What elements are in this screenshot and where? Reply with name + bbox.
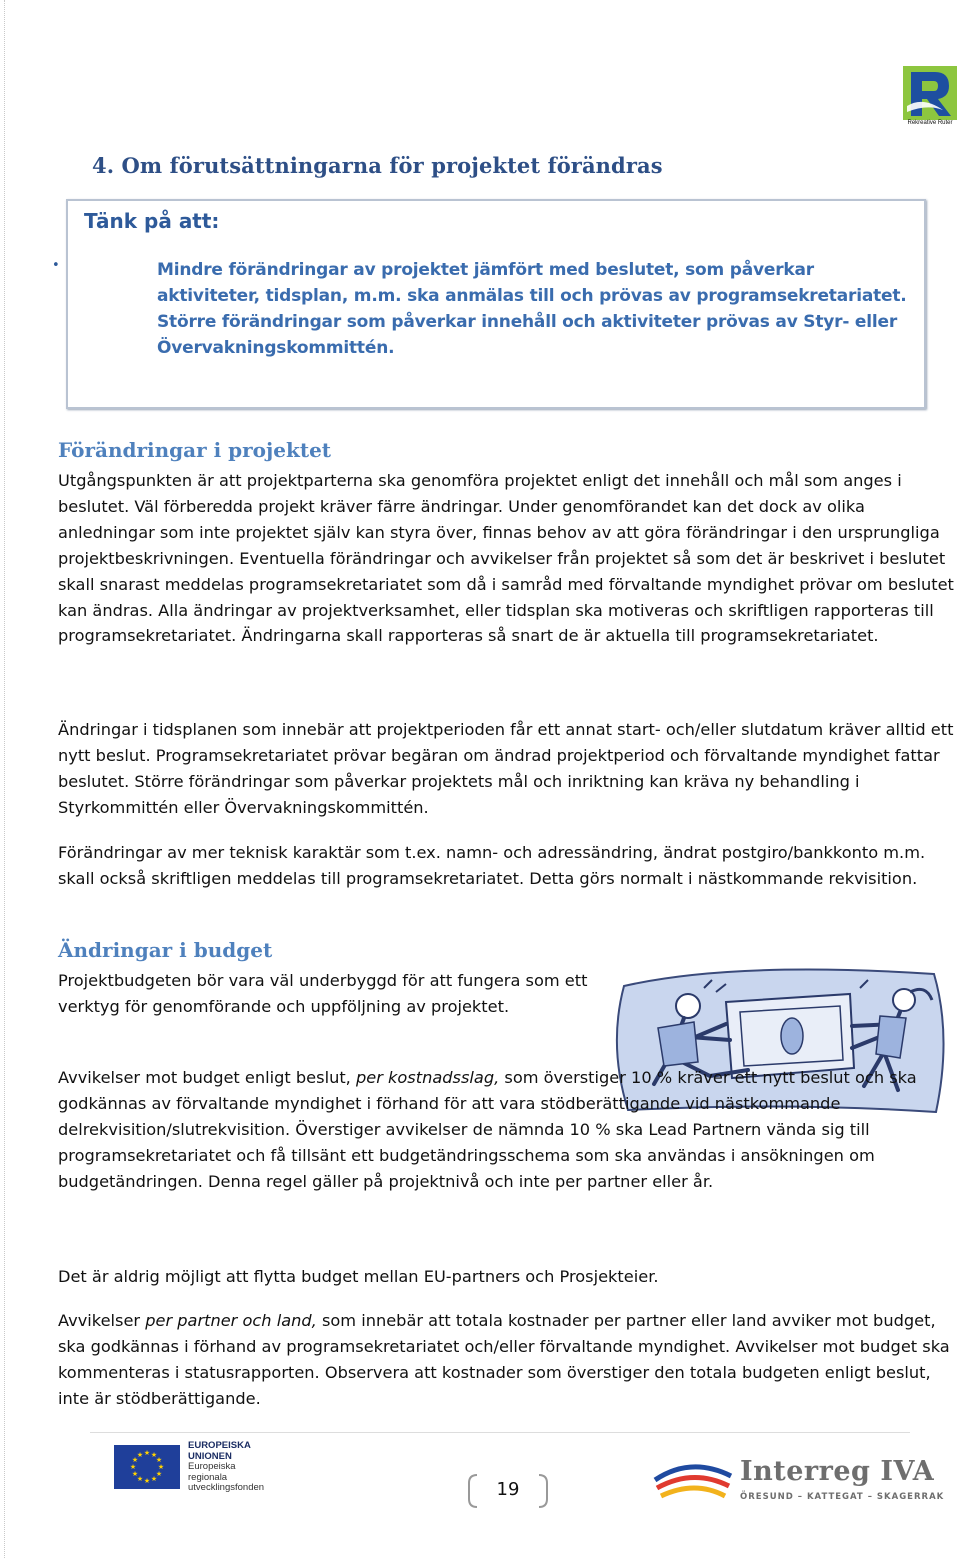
- svg-text:★: ★: [143, 1477, 151, 1485]
- svg-text:★: ★: [157, 1463, 165, 1471]
- callout-text: Mindre förändringar av projektet jämfört med beslutet, som påverkar aktiviteter, tidsplan, m.m. ska anmälas till och prövas av programsekretariatet. Större förändringar som påverkar innehåll och aktiviteter prövas av Styr- eller Övervakningskommittén.: [157, 260, 907, 358]
- footer-rule: [90, 1432, 910, 1433]
- paragraph-budget-3: Det är aldrig möjligt att flytta budget mellan EU-partners och Prosjekteier.: [58, 1267, 659, 1286]
- paragraph-budget-2-emphasis: per kostnadsslag,: [355, 1068, 500, 1087]
- paragraph-budget-2-rest: som överstiger 10 % kräver ett nytt beslut och ska godkännas av förvaltande myndighet i förhand för att vara stödberättigande vid nästkommande delrekvisition/slutrekvisition. Överstiger avvikelser de nämnda 10 % ska Lead Partnern vända sig till programsekretariatet och få tillsänt ett budgetändringsschema som ska användas i ansökningen om budgetändringen. Denna regel gäller på projektnivå och inte per partner eller år.: [58, 1068, 917, 1191]
- paragraph-budget-4-start: Avvikelser: [58, 1311, 146, 1330]
- page-margin-line: [4, 0, 5, 1558]
- paragraph-projekt-2: Ändringar i tidsplanen som innebär att projektperioden får ett annat start- och/eller slutdatum kräver alltid ett nytt beslut. Programsekretariatet prövar begäran om ändrad projektperiod och förvaltande myndighet fattar beslutet. Större förändringar som påverkar projektets mål och inriktning kan kräva ny behandling i Styrkommittén eller Övervakningskommittén.: [58, 720, 954, 817]
- callout-bullet: •: [52, 258, 60, 273]
- svg-text:★: ★: [131, 1470, 139, 1478]
- svg-text:★: ★: [129, 1463, 137, 1471]
- eu-line-4: regionala: [188, 1471, 228, 1483]
- rekreative-ruter-logo: [903, 66, 957, 128]
- paragraph-projekt-3: Förändringar av mer teknisk karaktär som t.ex. namn- och adressändring, ändrat postgiro/bankkonto m.m. skall också skriftligen meddelas till programsekretariatet. Detta görs normalt i nästkommande rekvisition.: [58, 843, 926, 888]
- svg-text:★: ★: [131, 1456, 139, 1464]
- paragraph-projekt-1: Utgångspunkten är att projektparterna ska genomföra projektet enligt det innehåll och mål som anges i beslutet. Väl förberedda projekt kräver färre ändringar. Under genomförandet kan det dock av olika anledningar som inte projektet själv kan styra över, finnas behov av att göra förändringar i den ursprungliga projektbeskrivningen. Eventuella förändringar och avvikelser från projektet så som det är beskrivet i beslutet skall snarast meddelas programsekretariatet som då i samråd med förvaltande myndighet prövar om beslutet kan ändras. Alla ändringar av projektverksamhet, eller tidsplan ska motiveras och skriftligen rapporteras till programsekretariatet. Ändringarna skall rapporteras så snart de är aktuella till programsekretariatet.: [58, 471, 954, 646]
- heading-projekt: Förändringar i projektet: [58, 438, 332, 462]
- paragraph-budget-4-emphasis: per partner och land,: [145, 1311, 317, 1330]
- interreg-subtitle: ÖRESUND – KATTEGAT – SKAGERRAK: [740, 1492, 945, 1502]
- paragraph-budget-4: [58, 1308, 958, 1412]
- page-number: 19: [496, 1479, 520, 1500]
- logo-text: Rekreative Ruter: [907, 120, 953, 126]
- callout-heading: Tänk på att:: [84, 209, 220, 233]
- eu-line-5: utvecklingsfonden: [188, 1482, 265, 1494]
- section-title: 4. Om förutsättningarna för projektet förändras: [92, 153, 663, 178]
- svg-text:★: ★: [150, 1451, 158, 1459]
- interreg-swoosh-icon: [651, 1456, 733, 1502]
- logo-mark-icon: [903, 66, 957, 120]
- eu-fund-text: [188, 1441, 264, 1494]
- eu-line-1: EUROPEISKA: [188, 1440, 251, 1451]
- svg-text:★: ★: [136, 1451, 144, 1459]
- interreg-title: Interreg IVA: [740, 1456, 935, 1487]
- page-number-box: [467, 1473, 549, 1509]
- eu-flag-icon: [114, 1445, 180, 1489]
- svg-text:★: ★: [143, 1449, 151, 1457]
- eu-line-3: Europeiska: [188, 1461, 236, 1473]
- svg-text:★: ★: [155, 1456, 163, 1464]
- paragraph-budget-4-rest: som innebär att totala kostnader per partner eller land avviker mot budget, ska godkännas i förhand av programsekretariatet och/eller förvaltande myndighet. Avvikelser mot budget ska kommenteras i statusrapporten. Observera att kostnader som överstiger den totala budgeten enligt beslut, inte är stödberättigande.: [58, 1311, 950, 1408]
- svg-text:★: ★: [150, 1475, 158, 1483]
- paragraph-budget-2-start: Avvikelser mot budget enligt beslut,: [58, 1068, 356, 1087]
- heading-budget: Ändringar i budget: [58, 938, 273, 962]
- eu-line-2: UNIONEN: [188, 1450, 232, 1462]
- svg-text:★: ★: [155, 1470, 163, 1478]
- paragraph-budget-1: Projektbudgeten bör vara väl underbyggd för att fungera som ett verktyg för genomförande och uppföljning av projektet.: [58, 971, 588, 1016]
- paragraph-budget-2: [58, 1065, 958, 1195]
- svg-text:★: ★: [136, 1475, 144, 1483]
